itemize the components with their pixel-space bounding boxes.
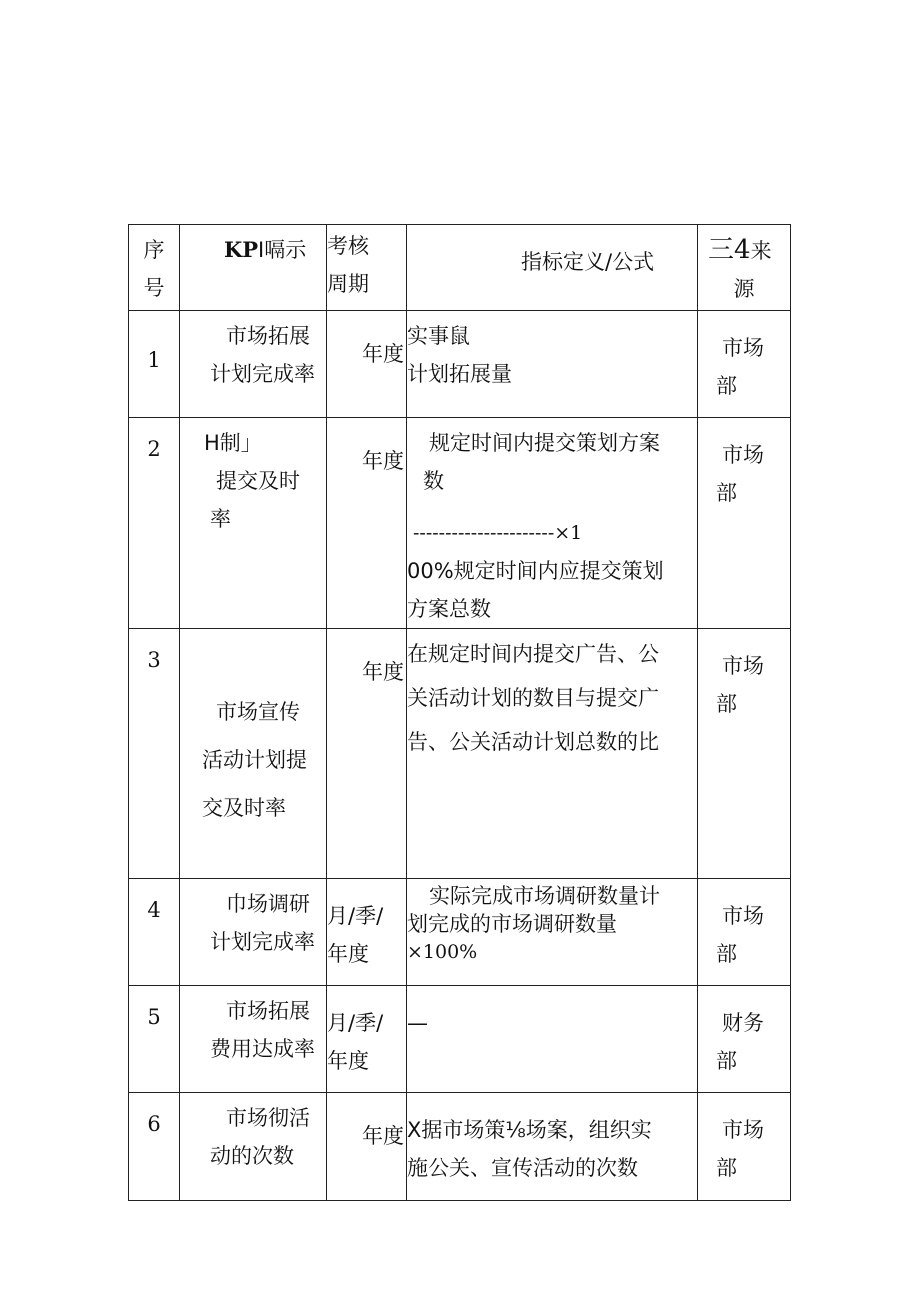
source: 财务 部	[698, 986, 791, 1093]
table-row	[129, 311, 791, 418]
header-kpi-bold: KP	[224, 237, 259, 262]
header-source-a: 三	[708, 235, 735, 265]
period: 年度	[327, 311, 407, 418]
source: 市场 部	[698, 629, 791, 879]
period: 月/季/ 年度	[327, 986, 407, 1093]
header-kpi-rest: I嗝示	[258, 238, 307, 262]
header-kpi	[180, 225, 327, 311]
source: 市场 部	[698, 1093, 791, 1201]
kpi-name: 市场拓展 费用达成率	[180, 986, 327, 1093]
definition: 实际完成市场调研数量计 划完成的市场调研数量 ×100%	[407, 879, 698, 986]
period: 年度	[327, 629, 407, 879]
header-source-b: 4	[734, 235, 751, 265]
definition: —	[407, 986, 698, 1093]
kpi-name: H制」 提交及时 率	[180, 418, 327, 629]
header-definition	[407, 225, 698, 311]
source: 市场 部	[698, 879, 791, 986]
definition: 规定时间内提交策划方案 数 ----------------------×1 00%规定时间内应提交策划 方案总数	[407, 418, 698, 629]
header-definition-text: 指标定义/公式	[521, 250, 655, 274]
kpi-name: 市场拓展 计划完成率	[180, 311, 327, 418]
header-period-line2: 周期	[327, 272, 369, 296]
kpi-name: 巾场调研 计划完成率	[180, 879, 327, 986]
kpi-name: 市场彻活 动的次数	[180, 1093, 327, 1201]
period: 年度	[327, 1093, 407, 1201]
source: 市场 部	[698, 418, 791, 629]
header-period	[327, 225, 407, 311]
header-period-line1: 考核	[327, 234, 369, 258]
table-row	[129, 629, 791, 879]
header-source-line2: 源	[733, 277, 755, 301]
definition: 在规定时间内提交广告、公 关活动计划的数目与提交广 告、公关活动计划总数的比	[407, 629, 698, 879]
period: 月/季/ 年度	[327, 879, 407, 986]
row-number: 5	[129, 986, 180, 1093]
table-header-row	[129, 225, 791, 311]
table-row	[129, 879, 791, 986]
source: 市场 部	[698, 311, 791, 418]
row-number: 6	[129, 1093, 180, 1201]
row-number: 4	[129, 879, 180, 986]
kpi-name: 市场宣传 活动计划提 交及时率	[180, 629, 327, 879]
definition: 实事鼠 计划拓展量	[407, 311, 698, 418]
header-source-c: 来	[750, 239, 772, 263]
header-seq	[129, 225, 180, 311]
table-row	[129, 1093, 791, 1201]
row-number: 2	[129, 418, 180, 629]
header-seq-line1: 序	[143, 238, 165, 262]
table-row	[129, 986, 791, 1093]
row-number: 3	[129, 629, 180, 879]
table-row	[129, 418, 791, 629]
header-seq-line2: 号	[143, 276, 165, 300]
row-number: 1	[129, 311, 180, 418]
kpi-table	[128, 224, 791, 1201]
definition: X据市场策⅛场案，组织实 施公关、宣传活动的次数	[407, 1093, 698, 1201]
header-source	[698, 225, 791, 311]
period: 年度	[327, 418, 407, 629]
